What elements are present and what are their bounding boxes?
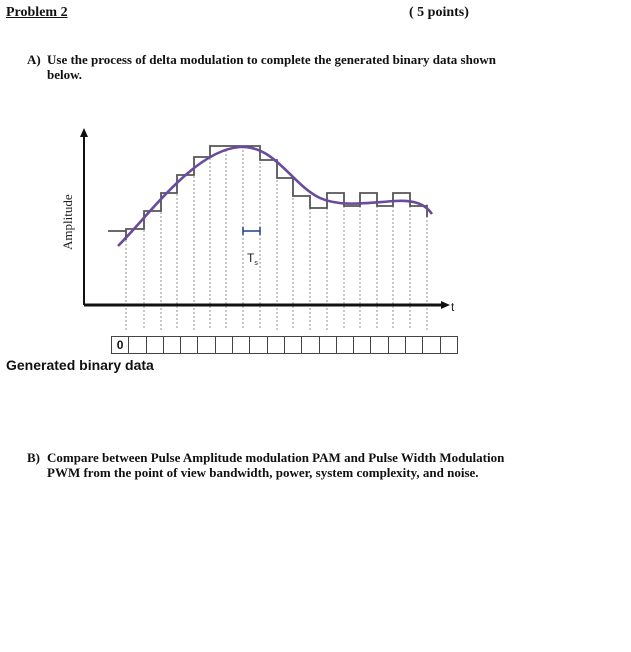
binary-data-cells: [111, 336, 458, 354]
binary-cell[interactable]: [319, 336, 337, 354]
binary-cell[interactable]: [267, 336, 285, 354]
y-axis-arrow-icon: [80, 128, 88, 137]
question-a-label: A): [27, 52, 41, 67]
binary-cell[interactable]: [422, 336, 440, 354]
binary-cell[interactable]: [405, 336, 423, 354]
x-axis-arrow-icon: [441, 301, 450, 309]
x-axis-label: t: [451, 300, 455, 314]
problem-title: Problem 2: [6, 5, 68, 20]
binary-cell[interactable]: [215, 336, 233, 354]
binary-cell[interactable]: [353, 336, 371, 354]
binary-cell[interactable]: [336, 336, 354, 354]
question-a-text-line1: Use the process of delta modulation to complete the generated binary data shown: [47, 52, 496, 67]
period-label: $T_s$: [247, 251, 258, 267]
binary-cell[interactable]: [197, 336, 215, 354]
question-b-label: B): [27, 450, 40, 465]
binary-cell[interactable]: [249, 336, 267, 354]
question-b-text-line2: PWM from the point of view bandwidth, power, system complexity, and noise.: [47, 465, 479, 480]
binary-cell[interactable]: 0: [111, 336, 129, 354]
binary-cell[interactable]: [163, 336, 181, 354]
points-label: ( 5 points): [409, 5, 469, 20]
generated-binary-data-label: Generated binary data: [6, 357, 154, 373]
binary-cell[interactable]: [370, 336, 388, 354]
binary-cell[interactable]: [388, 336, 406, 354]
binary-cell[interactable]: [180, 336, 198, 354]
binary-cell[interactable]: [146, 336, 164, 354]
analog-signal-curve: [118, 147, 432, 246]
question-b-text-line1: Compare between Pulse Amplitude modulation PAM and Pulse Width Modulation: [47, 450, 505, 465]
question-a-text-line2: below.: [47, 67, 83, 82]
binary-cell[interactable]: [284, 336, 302, 354]
binary-cell[interactable]: [128, 336, 146, 354]
binary-cell[interactable]: [440, 336, 458, 354]
staircase-approximation: [108, 146, 427, 240]
binary-cell[interactable]: [232, 336, 250, 354]
y-axis-label: Amplitude: [60, 194, 75, 250]
binary-cell[interactable]: [301, 336, 319, 354]
question-b: [27, 450, 567, 480]
period-marker: [243, 227, 260, 235]
